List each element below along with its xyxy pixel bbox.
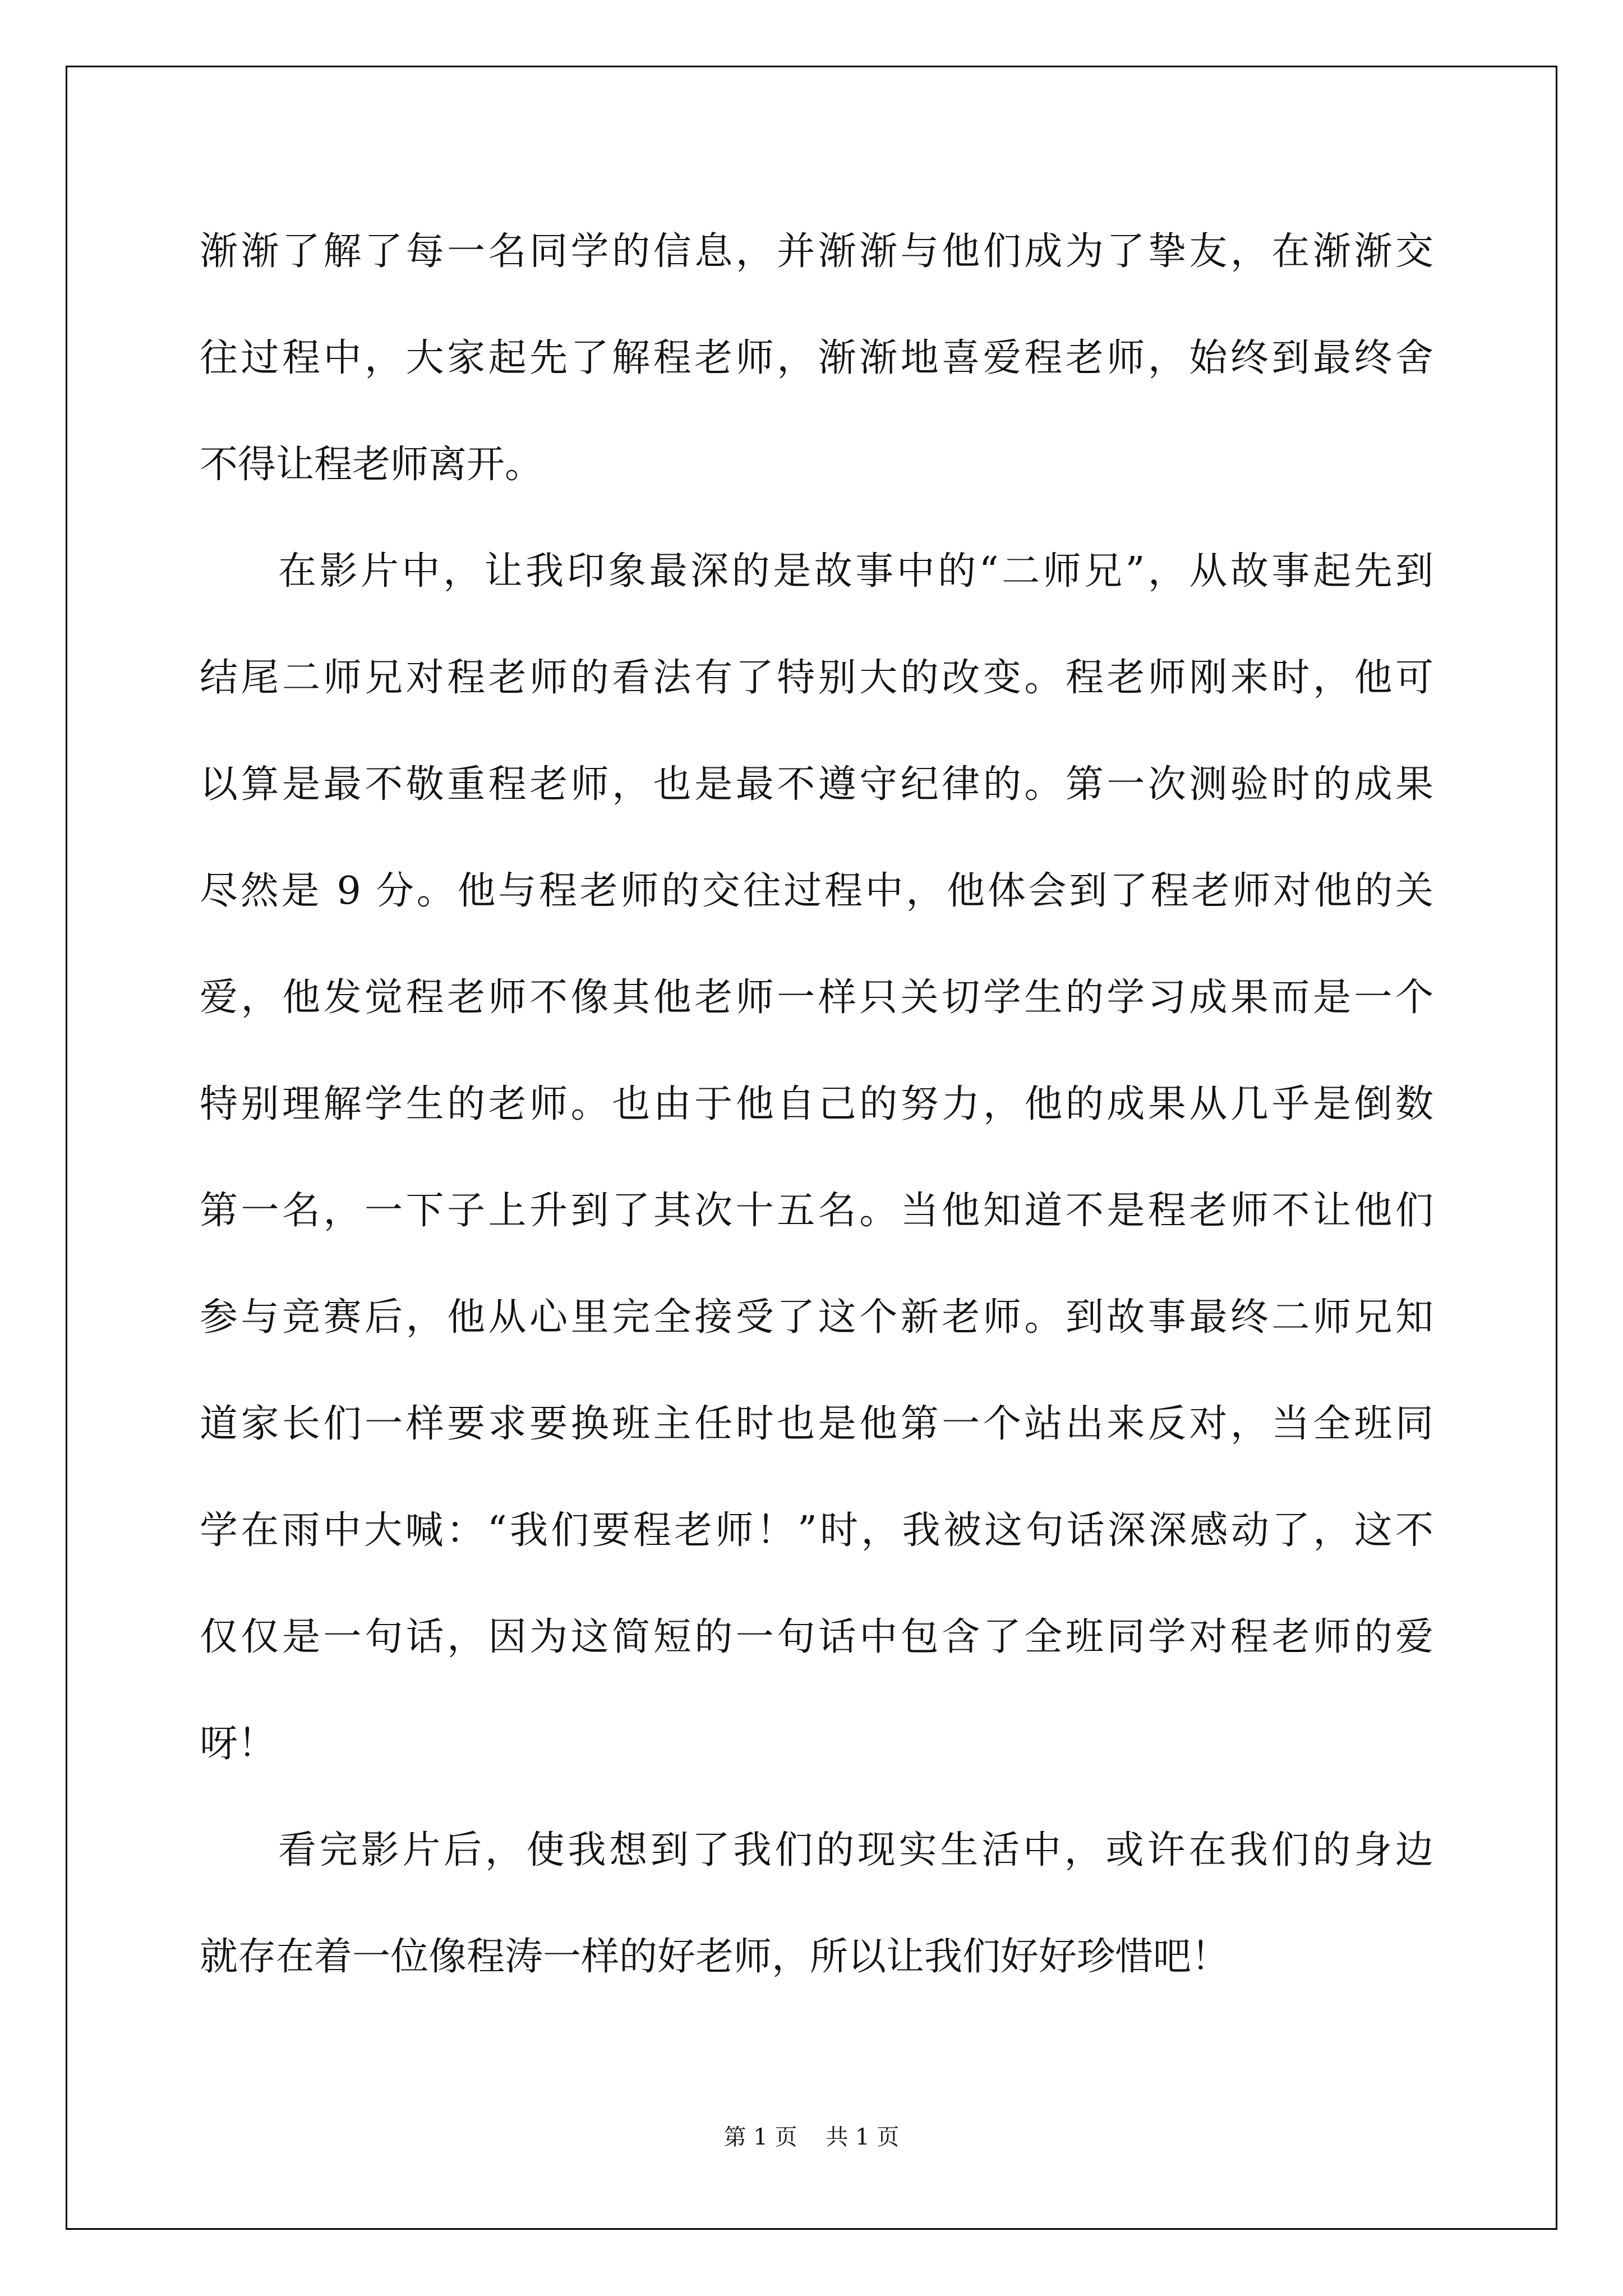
paragraph-2-line-8: 参与竞赛后，他从心里完全接受了这个新老师。到故事最终二师兄知 (200, 1295, 1433, 1340)
paragraph-2-line-4: 尽然是 9 分。他与程老师的交往过程中，他体会到了程老师对他的关 (200, 869, 1433, 913)
paragraph-2-line-5: 爱，他发觉程老师不像其他老师一样只关切学生的学习成果而是一个 (200, 976, 1433, 1020)
paragraph-2-line-1: 在影片中，让我印象最深的是故事中的“二师兄”，从故事起先到 (278, 549, 1433, 593)
paragraph-2-line-7: 第一名，一下子上升到了其次十五名。当他知道不是程老师不让他们 (200, 1189, 1433, 1233)
page-border (66, 66, 1557, 2230)
paragraph-2-line-9: 道家长们一样要求要换班主任时也是他第一个站出来反对，当全班同 (200, 1402, 1433, 1446)
page-number: 第 1 页 (723, 2124, 797, 2150)
paragraph-2-line-6: 特别理解学生的老师。也由于他自己的努力，他的成果从几乎是倒数 (200, 1082, 1433, 1126)
paragraph-2-line-11: 仅仅是一句话，因为这简短的一句话中包含了全班同学对程老师的爱 (200, 1615, 1433, 1659)
paragraph-3-line-1: 看完影片后，使我想到了我们的现实生活中，或许在我们的身边 (278, 1828, 1433, 1872)
paragraph-2-line-10: 学在雨中大喊：“我们要程老师！”时，我被这句话深深感动了，这不 (200, 1508, 1433, 1553)
paragraph-1-line-3: 不得让程老师离开。 (200, 443, 543, 487)
page-total: 共 1 页 (826, 2124, 900, 2150)
page-footer (0, 2120, 1623, 2154)
paragraph-2-line-12: 呀！ (200, 1722, 276, 1766)
paragraph-1-line-1: 渐渐了解了每一名同学的信息，并渐渐与他们成为了挚友，在渐渐交 (200, 229, 1433, 274)
paragraph-1-line-2: 往过程中，大家起先了解程老师，渐渐地喜爱程老师，始终到最终舍 (200, 336, 1433, 380)
paragraph-2-line-3: 以算是最不敬重程老师，也是最不遵守纪律的。第一次测验时的成果 (200, 762, 1433, 807)
paragraph-3-line-2: 就存在着一位像程涛一样的好老师，所以让我们好好珍惜吧！ (200, 1935, 1230, 1979)
paragraph-2-line-2: 结尾二师兄对程老师的看法有了特别大的改变。程老师刚来时，他可 (200, 656, 1433, 700)
